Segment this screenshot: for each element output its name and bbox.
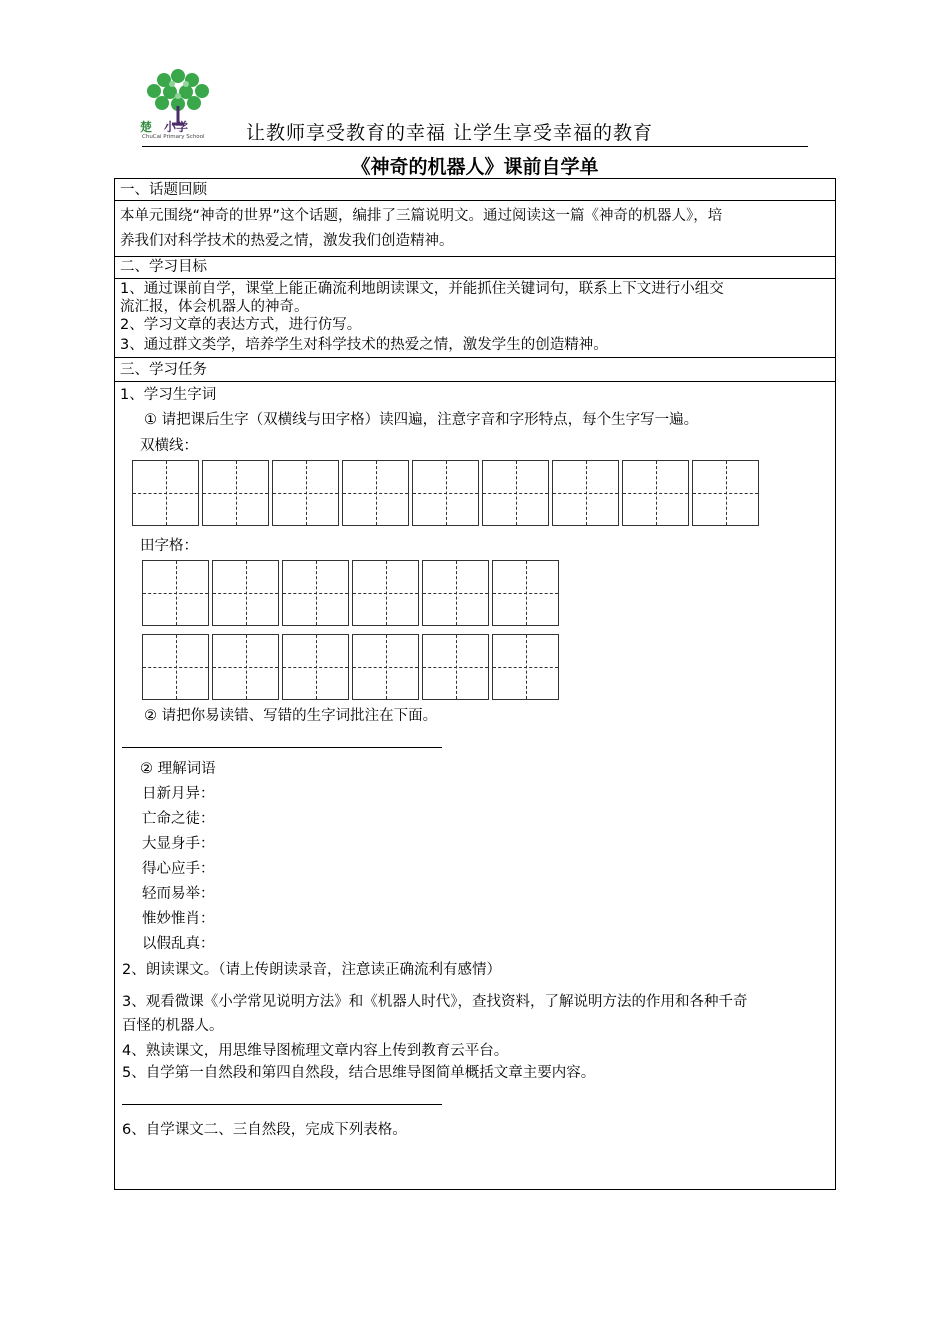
writing-cell[interactable]: [352, 634, 419, 700]
document-title: 《神奇的机器人》课前自学单: [351, 156, 599, 178]
school-logo: [140, 66, 216, 148]
answer-line[interactable]: [122, 747, 442, 748]
writing-cell[interactable]: [142, 560, 209, 626]
goal3: 3、通过群文类学，培养学生对科学技术的热爱之情，激发学生的创造精神。: [120, 337, 608, 353]
writing-cell[interactable]: [352, 560, 419, 626]
table-divider: [114, 200, 836, 201]
writing-cell[interactable]: [422, 634, 489, 700]
double-line-label: 双横线：: [140, 438, 198, 454]
vocab-heading: ② 理解词语: [140, 761, 216, 777]
answer-line[interactable]: [122, 1104, 442, 1105]
task1-heading: 1、学习生字词: [120, 387, 217, 403]
writing-cell[interactable]: [422, 560, 489, 626]
table-divider: [114, 381, 836, 382]
tian-grid-row: [142, 560, 562, 626]
vocab-item: 惟妙惟肖：: [142, 911, 215, 927]
task2: 2、朗读课文。（请上传朗读录音，注意读正确流利有感情）: [122, 962, 501, 978]
table-divider: [114, 256, 836, 257]
vocab-item: 轻而易举：: [142, 886, 215, 902]
tree-logo-icon: [142, 66, 214, 126]
vocab-item: 亡命之徒：: [142, 811, 215, 827]
writing-cell[interactable]: [692, 460, 759, 526]
writing-cell[interactable]: [552, 460, 619, 526]
section3-heading: 三、学习任务: [120, 362, 207, 378]
writing-cell[interactable]: [142, 634, 209, 700]
writing-cell[interactable]: [482, 460, 549, 526]
task3-line2: 百怪的机器人。: [122, 1018, 224, 1034]
logo-text-chu: 楚: [140, 120, 153, 134]
school-motto: 让教师享受教育的幸福 让学生享受幸福的教育: [246, 122, 654, 144]
task1-instruction-1: ① 请把课后生字（双横线与田字格）读四遍，注意字音和字形特点，每个生字写一遍。: [144, 412, 699, 428]
task5: 5、自学第一自然段和第四自然段，结合思维导图简单概括文章主要内容。: [122, 1065, 596, 1081]
writing-cell[interactable]: [212, 560, 279, 626]
logo-subtext: ChuCai Primary School: [142, 134, 205, 140]
tian-grid-label: 田字格：: [140, 538, 198, 554]
header-divider: [142, 146, 808, 147]
vocab-item: 大显身手：: [142, 836, 215, 852]
writing-cell[interactable]: [412, 460, 479, 526]
tian-grid-row: [142, 634, 562, 700]
task6: 6、自学课文二、三自然段，完成下列表格。: [122, 1122, 407, 1138]
logo-wordmark: [140, 118, 216, 135]
section2-heading: 二、学习目标: [120, 259, 207, 275]
writing-cell[interactable]: [272, 460, 339, 526]
writing-cell[interactable]: [492, 634, 559, 700]
goal2: 2、学习文章的表达方式，进行仿写。: [120, 317, 362, 333]
writing-cell[interactable]: [492, 560, 559, 626]
writing-cell[interactable]: [132, 460, 199, 526]
writing-cell[interactable]: [212, 634, 279, 700]
double-line-grid: [132, 460, 762, 526]
writing-cell[interactable]: [202, 460, 269, 526]
writing-cell[interactable]: [622, 460, 689, 526]
goal1-line2: 流汇报，体会机器人的神奇。: [120, 299, 309, 315]
section1-text-line2: 养我们对科学技术的热爱之情，激发我们创造精神。: [120, 233, 454, 249]
vocab-item: 以假乱真：: [142, 936, 215, 952]
task1-instruction-2: ② 请把你易读错、写错的生字词批注在下面。: [144, 708, 438, 724]
vocab-item: 日新月异：: [142, 786, 215, 802]
logo-text-xiaoxue: 小学: [164, 120, 189, 134]
table-divider: [114, 357, 836, 358]
table-divider: [114, 278, 836, 279]
writing-cell[interactable]: [282, 634, 349, 700]
vocab-item: 得心应手：: [142, 861, 215, 877]
writing-cell[interactable]: [342, 460, 409, 526]
writing-cell[interactable]: [282, 560, 349, 626]
section1-text-line1: 本单元围绕“神奇的世界”这个话题，编排了三篇说明文。通过阅读这一篇《神奇的机器人》，培: [120, 208, 723, 224]
task4: 4、熟读课文，用思维导图梳理文章内容上传到教育云平台。: [122, 1043, 509, 1059]
section1-heading: 一、话题回顾: [120, 182, 207, 198]
task3-line1: 3、观看微课《小学常见说明方法》和《机器人时代》，查找资料，了解说明方法的作用和各种千奇: [122, 994, 748, 1010]
goal1-line1: 1、通过课前自学，课堂上能正确流利地朗读课文，并能抓住关键词句，联系上下文进行小组交: [120, 281, 724, 297]
